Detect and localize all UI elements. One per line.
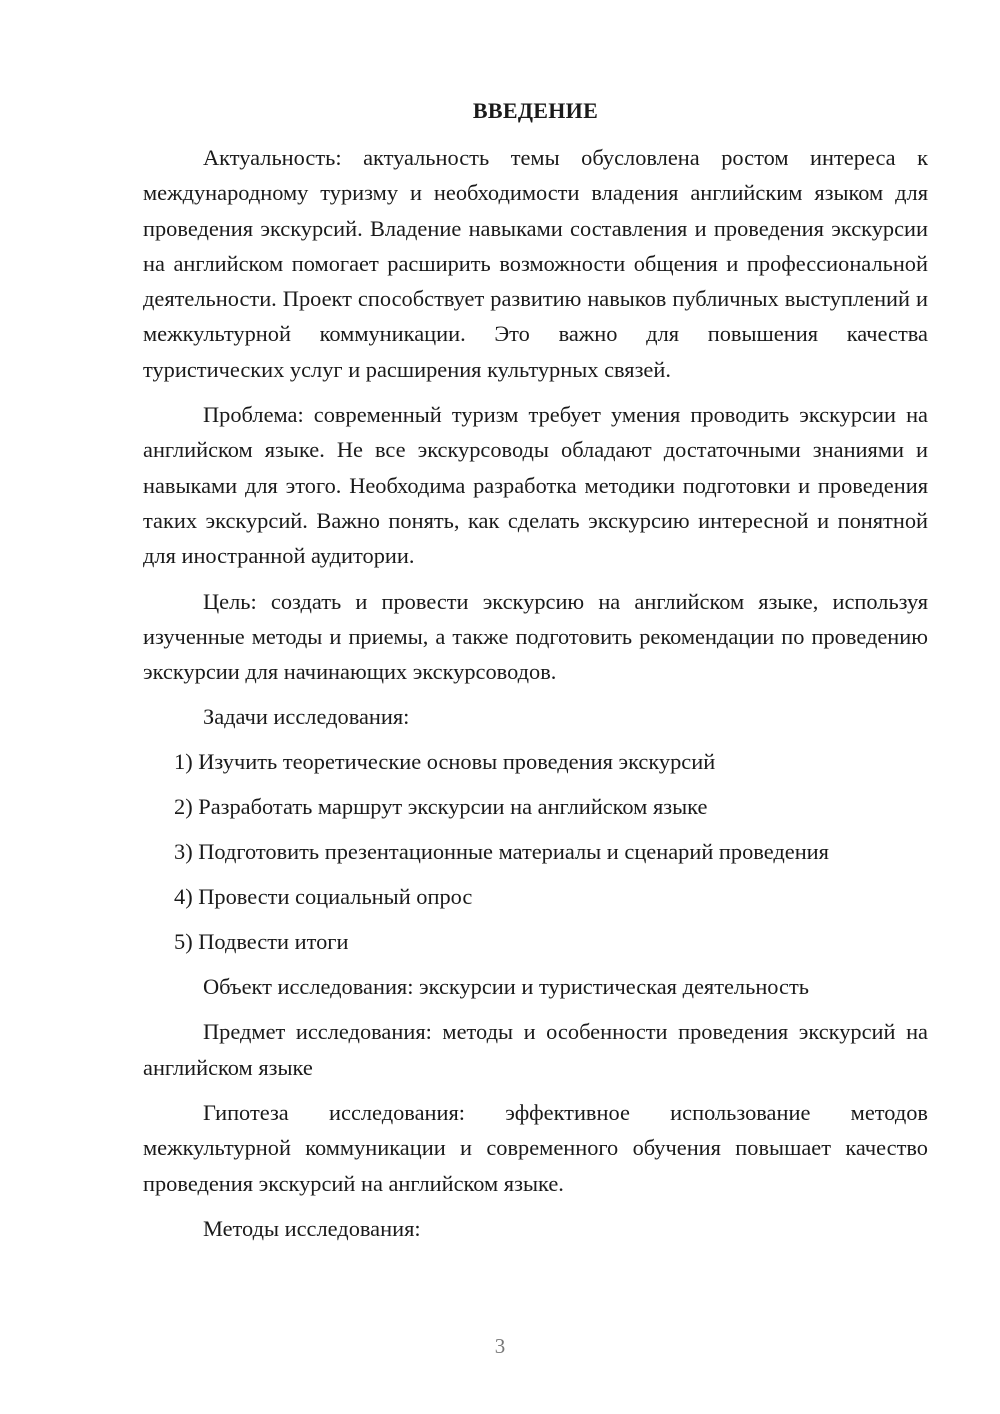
tasks-heading: Задачи исследования:	[203, 704, 410, 730]
page-number: 3	[494, 1334, 506, 1358]
page-content	[143, 93, 928, 1246]
methods-heading: Методы исследования:	[203, 1215, 421, 1241]
relevance-paragraph: Актуальность: актуальность темы обусловлена ростом интереса к международному туризму и необходимости владения английским языком для проведения экскурсий. Владение навыками составления и проведения экскурсии на английском помогает расширить возможности общения и профессиональной деятельности. Проект способствует развитию навыков публичных выступлений и межкультурной коммуникации. Это важно для повышения качества туристических услуг и расширения культурных связей.	[143, 145, 928, 382]
problem-paragraph: Проблема: современный туризм требует умения проводить экскурсии на английском языке. Не все экскурсоводы обладают достаточными знаниями и навыками для этого. Необходима разработка методики подготовки и проведения таких экскурсий. Важно понять, как сделать экскурсию интересной и понятной для иностранной аудитории.	[143, 402, 928, 569]
task-item: 2) Разработать маршрут экскурсии на английском языке	[174, 794, 708, 820]
task-item: 4) Провести социальный опрос	[174, 884, 473, 910]
tasks-list	[143, 744, 928, 959]
goal-paragraph: Цель: создать и провести экскурсию на английском языке, используя изученные методы и приемы, а также подготовить рекомендации по проведению экскурсии для начинающих экскурсоводов.	[143, 588, 928, 685]
object-paragraph: Объект исследования: экскурсии и туристическая деятельность	[203, 974, 809, 1000]
subject-paragraph: Предмет исследования: методы и особенности проведения экскурсий на английском языке	[143, 1019, 928, 1080]
task-item: 5) Подвести итоги	[174, 929, 349, 955]
task-item: 3) Подготовить презентационные материалы и сценарий проведения	[174, 839, 829, 865]
section-title: ВВЕДЕНИЕ	[472, 98, 599, 123]
task-item: 1) Изучить теоретические основы проведения экскурсий	[174, 749, 716, 775]
hypothesis-paragraph: Гипотеза исследования: эффективное использование методов межкультурной коммуникации и современного обучения повышает качество проведения экскурсий на английском языке.	[143, 1100, 928, 1196]
